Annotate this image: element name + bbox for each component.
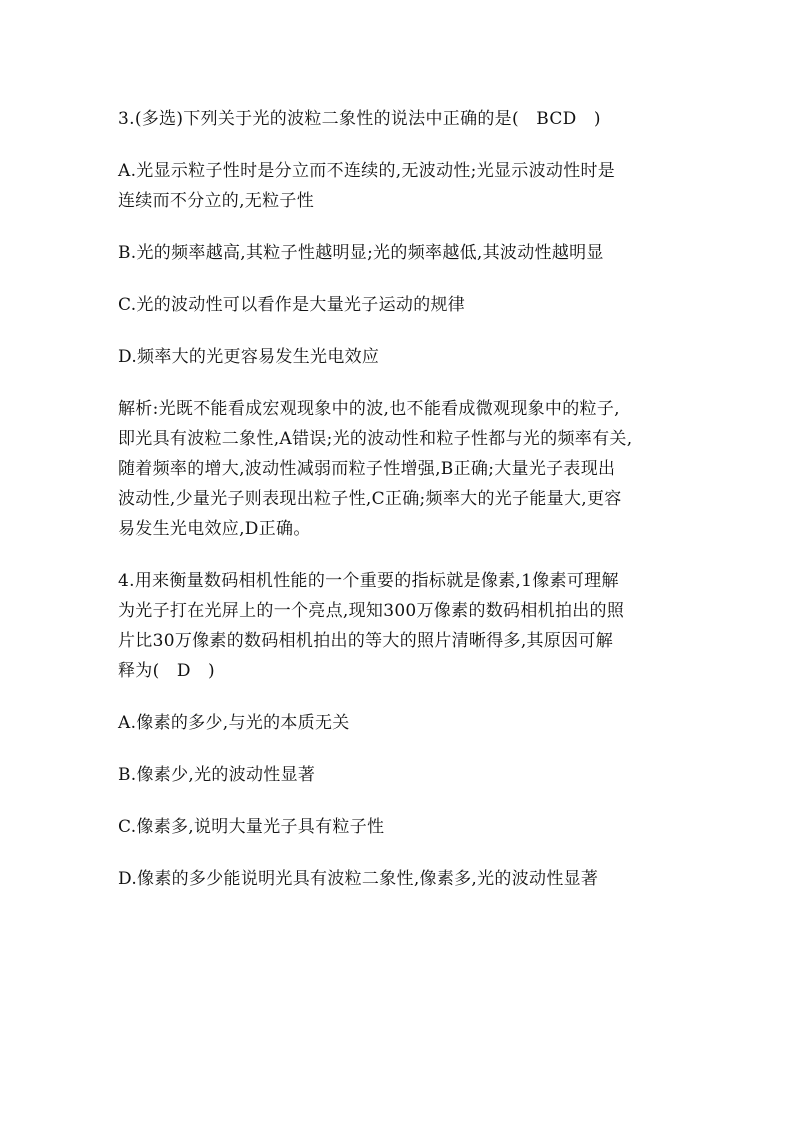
q4-stem-line3: 片比30万像素的数码相机拍出的等大的照片清晰得多,其原因可解 — [118, 631, 614, 651]
q4-stem-line2: 为光子打在光屏上的一个亮点,现知300万像素的数码相机拍出的照 — [118, 601, 625, 621]
q3-analysis-line2: 即光具有波粒二象性,A错误;光的波动性和粒子性都与光的频率有关, — [118, 429, 633, 449]
q3-analysis-line3: 随着频率的增大,波动性减弱而粒子性增强,B正确;大量光子表现出 — [118, 459, 616, 479]
q3-stem: 3.(多选)下列关于光的波粒二象性的说法中正确的是( BCD ) — [118, 109, 601, 129]
q3-option-b: B.光的频率越高,其粒子性越明显;光的频率越低,其波动性越明显 — [118, 243, 604, 263]
q3-analysis-line1: 解析:光既不能看成宏观现象中的波,也不能看成微观现象中的粒子, — [118, 399, 620, 419]
q3-option-a-line1: A.光显示粒子性时是分立而不连续的,无波动性;光显示波动性时是 — [118, 161, 616, 181]
q3-option-a-line2: 连续而不分立的,无粒子性 — [118, 191, 315, 211]
q3-analysis — [118, 394, 684, 544]
q3-analysis-line4: 波动性,少量光子则表现出粒子性,C正确;频率大的光子能量大,更容 — [118, 489, 622, 509]
q4-option-a: A.像素的多少,与光的本质无关 — [118, 713, 350, 733]
q3-analysis-line5: 易发生光电效应,D正确。 — [118, 519, 311, 539]
q4-stem-line1: 4.用来衡量数码相机性能的一个重要的指标就是像素,1像素可理解 — [118, 571, 619, 591]
q4-option-d: D.像素的多少能说明光具有波粒二象性,像素多,光的波动性显著 — [118, 869, 599, 889]
q4-stem — [118, 566, 684, 686]
q4-option-c: C.像素多,说明大量光子具有粒子性 — [118, 817, 385, 837]
q3-option-c: C.光的波动性可以看作是大量光子运动的规律 — [118, 295, 466, 315]
q3-option-d: D.频率大的光更容易发生光电效应 — [118, 347, 380, 367]
q4-stem-line4: 释为( D ) — [118, 661, 215, 681]
q3-option-a — [118, 156, 684, 216]
q4-option-b: B.像素少,光的波动性显著 — [118, 765, 316, 785]
